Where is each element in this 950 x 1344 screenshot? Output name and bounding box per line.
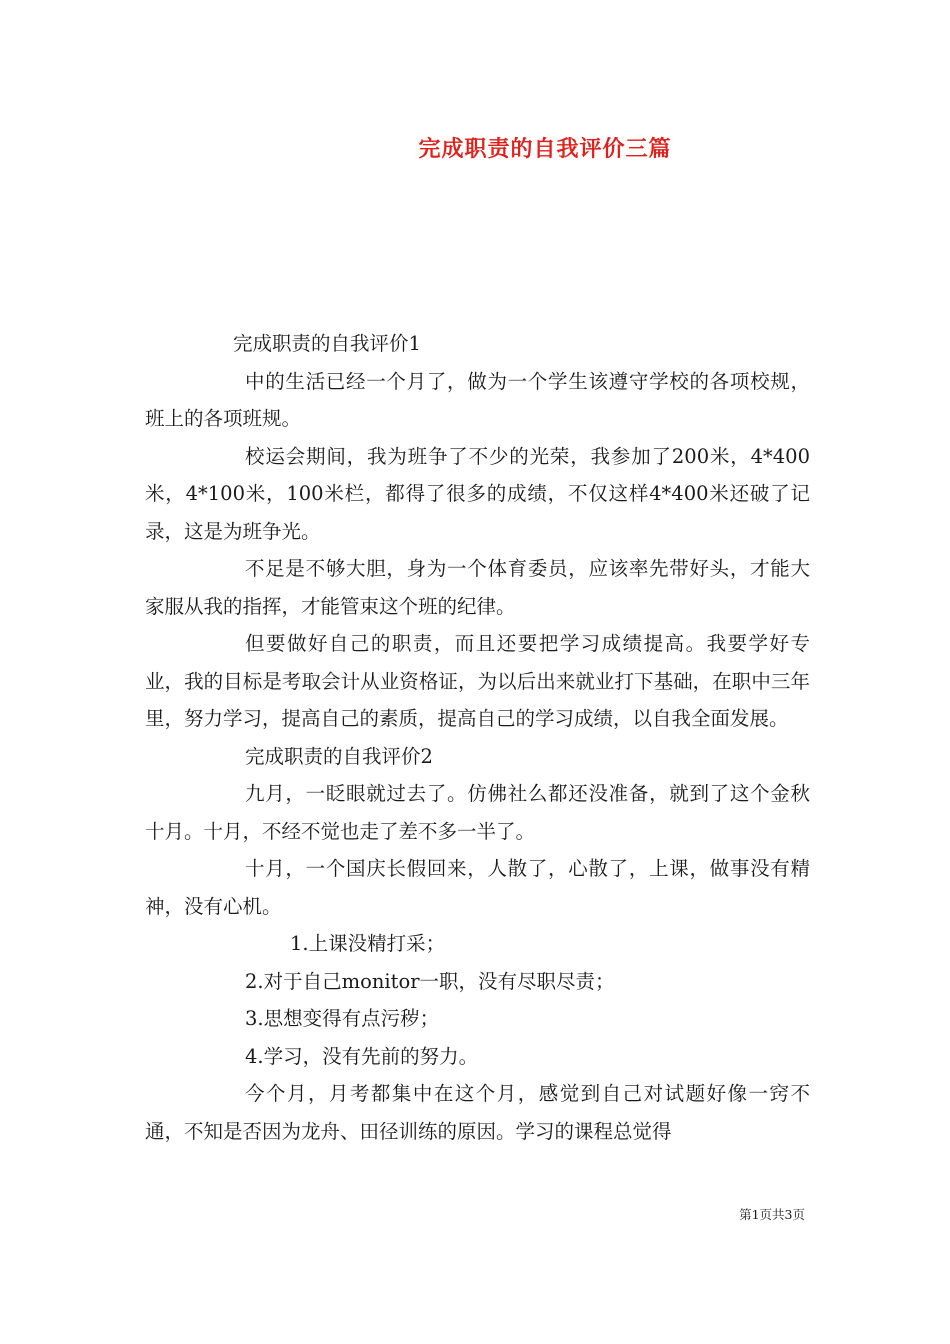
- paragraph: 中的生活已经一个月了，做为一个学生该遵守学校的各项校规，班上的各项班规。: [145, 369, 810, 430]
- paragraph: 今个月，月考都集中在这个月，感觉到自己对试题好像一窍不通，不知是否因为龙舟、田径训练的原因。学习的课程总觉得: [145, 1082, 810, 1143]
- page-number-footer: 第1页共3页: [739, 1207, 805, 1222]
- paragraph: 但要做好自己的职责，而且还要把学习成绩提高。我要学好专业，我的目标是考取会计从业资格证，为以后出来就业打下基础，在职中三年里，努力学习，提高自己的素质，提高自己的学习成绩，以自我全面发展。: [145, 632, 810, 730]
- document-body: [145, 325, 810, 1150]
- section-heading-1: 完成职责的自我评价1: [233, 332, 421, 355]
- section-heading-2: 完成职责的自我评价2: [245, 744, 433, 768]
- paragraph: 校运会期间，我为班争了不少的光荣，我参加了200米，4*400米，4*100米，100米栏，都得了很多的成绩，不仅这样4*400米还破了记录，这是为班争光。: [145, 444, 810, 543]
- document-title: 完成职责的自我评价三篇: [418, 136, 672, 162]
- list-item: 3.思想变得有点污秽；: [245, 1007, 440, 1030]
- paragraph: 不足是不够大胆，身为一个体育委员，应该率先带好头，才能大家服从我的指挥，才能管束这个班的纪律。: [145, 557, 810, 618]
- paragraph: 十月，一个国庆长假回来，人散了，心散了，上课，做事没有精神，没有心机。: [145, 857, 810, 918]
- list-item: 2.对于自己monitor一职，没有尽职尽责；: [245, 969, 615, 993]
- paragraph: 九月，一眨眼就过去了。仿佛社么都还没准备，就到了这个金秋十月。十月，不经不觉也走了差不多一半了。: [145, 782, 810, 843]
- list-item: 1.上课没精打采；: [290, 932, 446, 955]
- list-item: 4.学习，没有先前的努力。: [245, 1044, 479, 1068]
